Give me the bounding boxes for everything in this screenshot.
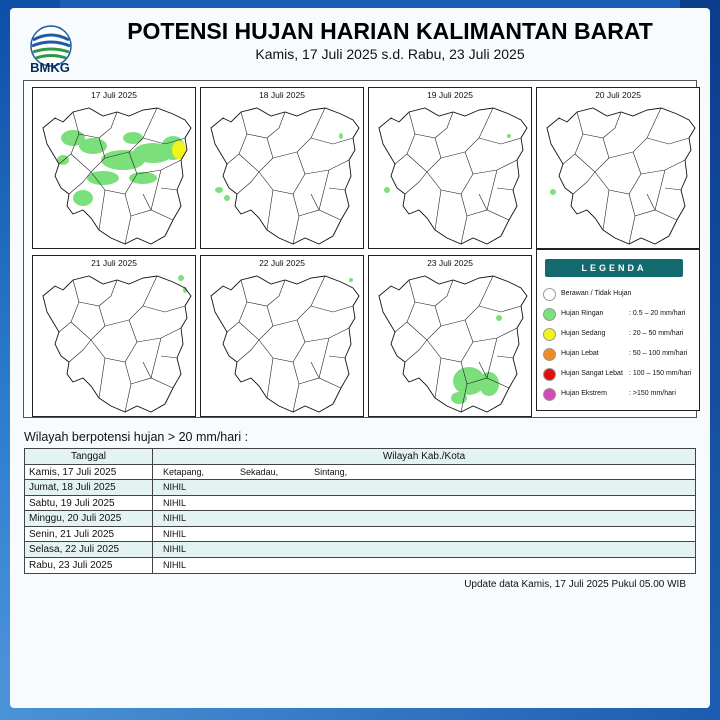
province-outline — [43, 276, 191, 412]
table-cell-wilayah — [153, 527, 695, 542]
rain-area — [129, 172, 157, 184]
legend-item — [543, 328, 697, 342]
table-header-wilayah: Wilayah Kab./Kota — [382, 451, 466, 462]
regency-border — [237, 340, 259, 362]
regency-border — [161, 188, 177, 190]
regency-border — [603, 190, 609, 230]
regency-border — [125, 362, 131, 412]
regency-border — [415, 112, 453, 138]
regency-border — [305, 160, 349, 174]
table-cell-tanggal: Rabu, 23 Juli 2025 — [25, 558, 153, 574]
legend-panel — [536, 249, 700, 411]
map-date-label: 17 Juli 2025 — [91, 90, 137, 100]
legend-color-swatch — [543, 368, 556, 381]
region-name: NIHIL — [163, 559, 187, 570]
legend-item — [543, 288, 697, 302]
table-cell-wilayah — [153, 511, 695, 526]
regency-border — [59, 280, 79, 332]
regency-border — [319, 338, 329, 378]
province-outline — [211, 276, 359, 412]
province-map — [33, 98, 196, 249]
regency-border — [143, 306, 185, 312]
regency-border — [407, 138, 441, 172]
regency-border — [583, 112, 621, 138]
infographic-card — [10, 8, 710, 708]
regency-border — [247, 112, 285, 138]
regency-border — [131, 378, 173, 388]
regency-border — [293, 362, 299, 412]
regency-border — [487, 170, 497, 210]
table-row — [25, 480, 695, 496]
regency-border — [329, 188, 345, 190]
table-cell-tanggal: Minggu, 20 Juli 2025 — [25, 511, 153, 526]
rain-area — [215, 187, 223, 193]
legend-color-swatch — [543, 288, 556, 301]
legend-item-name: Hujan Sangat Lebat — [561, 370, 623, 377]
regency-border — [479, 306, 521, 312]
regency-border — [497, 188, 513, 190]
map-panel — [32, 255, 196, 417]
regency-border — [435, 358, 441, 398]
regency-border — [299, 378, 341, 388]
regency-border — [151, 338, 161, 378]
map-panel — [200, 255, 364, 417]
rain-area — [224, 195, 230, 201]
regency-border — [415, 280, 453, 306]
legend-title: LEGENDA — [545, 259, 683, 277]
regency-border — [479, 138, 521, 144]
rain-area-moderate — [172, 141, 186, 159]
province-map — [537, 98, 700, 249]
regency-border — [311, 194, 319, 210]
table-cell-wilayah — [153, 465, 695, 480]
region-name: NIHIL — [163, 482, 187, 492]
map-date-label: 20 Juli 2025 — [595, 90, 641, 100]
regency-border — [435, 190, 441, 230]
region-name: NIHIL — [163, 497, 187, 508]
region-name: Ketapang, — [163, 466, 205, 477]
legend-color-swatch — [543, 388, 556, 401]
legend-item-name: Hujan Sedang — [561, 330, 606, 337]
regency-border — [79, 112, 117, 138]
regency-border — [629, 194, 635, 244]
regency-border — [299, 210, 341, 220]
legend-item-range: : 20 – 50 mm/hari — [629, 330, 684, 337]
table-row — [25, 496, 695, 512]
legend-item-name: Berawan / Tidak Hujan — [561, 290, 632, 297]
rain-area — [178, 275, 184, 281]
regency-border — [239, 306, 273, 340]
regency-border — [237, 172, 259, 194]
table-cell-wilayah — [153, 496, 695, 511]
table-cell-tanggal: Senin, 21 Juli 2025 — [25, 527, 153, 542]
map-date-label: 22 Juli 2025 — [259, 258, 305, 268]
regency-border — [311, 306, 353, 312]
regency-border — [427, 320, 473, 362]
regency-border — [259, 320, 305, 362]
regency-border — [467, 210, 509, 220]
regency-border — [143, 194, 151, 210]
regency-border — [405, 340, 427, 362]
table-cell-wilayah — [153, 558, 695, 574]
table-row — [25, 465, 695, 481]
table-row — [25, 558, 695, 574]
legend-color-swatch — [543, 308, 556, 321]
regency-border — [329, 356, 345, 358]
regency-border — [131, 210, 173, 220]
province-outline — [547, 108, 695, 244]
regency-border — [405, 172, 427, 194]
regency-border — [647, 138, 689, 144]
regency-border — [227, 112, 247, 164]
regency-border — [239, 138, 273, 172]
province-map — [369, 98, 532, 249]
table-header-tanggal: Tanggal — [25, 449, 153, 464]
update-text: Update data Kamis, 17 Juli 2025 Pukul 05.00 WIB — [464, 579, 686, 590]
map-date-label: 21 Juli 2025 — [91, 258, 137, 268]
legend-item-name: Hujan Lebat — [561, 350, 599, 357]
province-map — [201, 266, 364, 417]
regency-border — [563, 112, 583, 164]
province-outline — [211, 108, 359, 244]
region-name: NIHIL — [163, 528, 187, 539]
table-cell-tanggal: Kamis, 17 Juli 2025 — [25, 465, 153, 480]
legend-color-swatch — [543, 348, 556, 361]
regency-border — [497, 356, 513, 358]
regency-border — [91, 320, 137, 362]
region-name: Sintang, — [314, 466, 348, 477]
map-panel — [368, 87, 532, 249]
regency-border — [143, 362, 151, 378]
legend-item — [543, 348, 697, 362]
table-row — [25, 542, 695, 558]
regency-border — [461, 194, 467, 244]
regency-border — [319, 170, 329, 210]
regency-border — [161, 356, 177, 358]
region-name: Sekadau, — [240, 466, 279, 477]
province-map — [201, 98, 364, 249]
rain-area — [479, 372, 499, 396]
regency-border — [665, 188, 681, 190]
table-cell-wilayah — [153, 542, 695, 557]
province-map — [369, 266, 532, 417]
rain-area — [123, 132, 143, 144]
rain-area — [507, 134, 511, 138]
table-cell-tanggal: Sabtu, 19 Juli 2025 — [25, 496, 153, 511]
legend-item-range: : >150 mm/hari — [629, 390, 676, 397]
maps-container — [23, 80, 697, 418]
regency-border — [395, 112, 415, 164]
regency-border — [655, 170, 665, 210]
map-panel — [536, 87, 700, 249]
regency-border — [427, 152, 473, 194]
wilayah-table — [24, 448, 696, 574]
regency-border — [479, 194, 487, 210]
logo-text: BMKG — [30, 60, 70, 75]
legend-item-name: Hujan Ekstrem — [561, 390, 607, 397]
regency-border — [79, 280, 117, 306]
regency-border — [575, 138, 609, 172]
regency-border — [641, 160, 685, 174]
regency-border — [395, 280, 415, 332]
map-date-label: 18 Juli 2025 — [259, 90, 305, 100]
regency-border — [407, 306, 441, 340]
regency-border — [69, 340, 91, 362]
rain-area — [384, 187, 390, 193]
map-panel — [368, 255, 532, 417]
regency-border — [137, 328, 181, 342]
regency-border — [635, 210, 677, 220]
map-date-label: 19 Juli 2025 — [427, 90, 473, 100]
rain-area — [349, 278, 353, 282]
province-map — [33, 266, 196, 417]
table-header-row — [25, 449, 695, 465]
rain-area — [73, 190, 93, 206]
page-subtitle: Kamis, 17 Juli 2025 s.d. Rabu, 23 Juli 2025 — [255, 46, 525, 62]
regency-border — [125, 194, 131, 244]
regency-border — [293, 194, 299, 244]
table-row — [25, 527, 695, 543]
legend-color-swatch — [543, 328, 556, 341]
regency-border — [473, 160, 517, 174]
province-outline — [379, 108, 527, 244]
legend-item — [543, 308, 697, 322]
rain-area — [496, 315, 502, 321]
regency-border — [595, 152, 641, 194]
region-name: NIHIL — [163, 513, 187, 523]
regency-border — [267, 358, 273, 398]
regency-border — [473, 328, 517, 342]
regency-border — [647, 194, 655, 210]
regency-border — [267, 190, 273, 230]
rain-area — [339, 133, 343, 139]
page-title: POTENSI HUJAN HARIAN KALIMANTAN BARAT — [127, 18, 653, 44]
regency-border — [71, 306, 105, 340]
table-cell-tanggal: Selasa, 22 Juli 2025 — [25, 542, 153, 557]
regency-border — [311, 362, 319, 378]
table-cell-tanggal: Jumat, 18 Juli 2025 — [25, 480, 153, 495]
legend-item — [543, 368, 697, 382]
legend-item — [543, 388, 697, 402]
legend-item-range: : 0.5 – 20 mm/hari — [629, 310, 686, 317]
legend-item-range: : 100 – 150 mm/hari — [629, 370, 692, 377]
table-row — [25, 511, 695, 527]
table-cell-wilayah — [153, 480, 695, 495]
map-panel — [32, 87, 196, 249]
regency-border — [573, 172, 595, 194]
wilayah-heading: Wilayah berpotensi hujan > 20 mm/hari : — [24, 430, 249, 444]
province-outline — [379, 276, 527, 412]
regency-border — [305, 328, 349, 342]
regency-border — [227, 280, 247, 332]
regency-border — [99, 358, 105, 398]
legend-item-name: Hujan Ringan — [561, 310, 604, 317]
regency-border — [247, 280, 285, 306]
map-panel — [200, 87, 364, 249]
regency-border — [99, 190, 105, 230]
map-date-label: 23 Juli 2025 — [427, 258, 473, 268]
legend-item-range: : 50 – 100 mm/hari — [629, 350, 688, 357]
rain-area — [550, 189, 556, 195]
regency-border — [259, 152, 305, 194]
region-name: NIHIL — [163, 544, 187, 554]
regency-border — [487, 338, 497, 378]
regency-border — [311, 138, 353, 144]
